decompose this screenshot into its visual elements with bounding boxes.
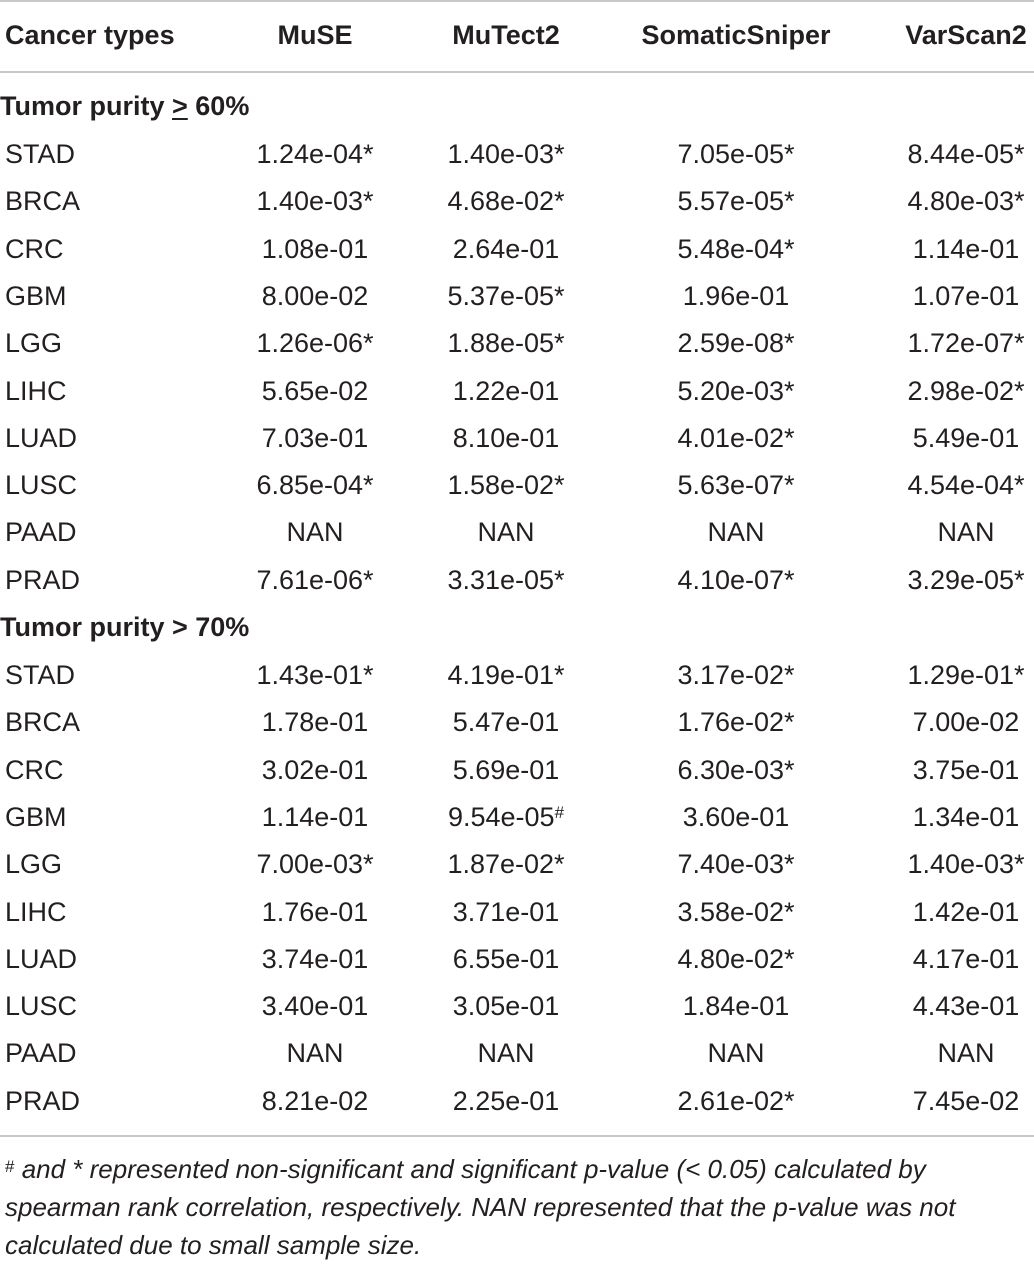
varscan2-cell bbox=[850, 415, 1034, 462]
varscan2-cell bbox=[850, 1030, 1034, 1077]
muse-cell-value: 7.00e-03* bbox=[256, 849, 374, 880]
somaticsniper-cell bbox=[620, 462, 852, 509]
varscan2-cell bbox=[850, 889, 1034, 936]
muse-cell-value: 1.24e-04* bbox=[256, 139, 374, 169]
table-footnote bbox=[5, 1150, 1034, 1264]
muse-cell-value: 3.02e-01 bbox=[261, 754, 369, 785]
table-row bbox=[0, 1030, 1034, 1077]
varscan2-cell-value: NAN bbox=[937, 1038, 995, 1069]
mutect2-cell bbox=[405, 226, 607, 273]
varscan2-cell-value: 3.29e-05* bbox=[907, 564, 1025, 595]
cancer-type-cell bbox=[5, 889, 67, 936]
muse-cell bbox=[214, 652, 416, 699]
mutect2-cell bbox=[405, 557, 607, 604]
cancer-type-cell-value: GBM bbox=[5, 280, 67, 311]
mutect2-cell bbox=[405, 320, 607, 367]
somaticsniper-cell bbox=[620, 320, 852, 367]
mutect2-cell-value: 5.69e-01 bbox=[452, 754, 560, 785]
cancer-type-cell bbox=[5, 557, 80, 604]
mutect2-cell-value: 6.55e-01 bbox=[452, 943, 560, 974]
footnote-line-2: spearman rank correlation, respectively. NAN represented that the p-value was not bbox=[5, 1192, 956, 1222]
varscan2-cell-value: 1.34e-01 bbox=[912, 801, 1020, 832]
varscan2-cell bbox=[850, 1078, 1034, 1125]
muse-cell-value: 3.74e-01 bbox=[261, 943, 369, 974]
mutect2-cell-value: 1.22e-01 bbox=[452, 375, 560, 406]
varscan2-cell-value: 1.14e-01 bbox=[912, 233, 1020, 264]
table-row bbox=[0, 368, 1034, 415]
varscan2-cell-value: 4.80e-03* bbox=[907, 186, 1025, 217]
varscan2-cell bbox=[850, 557, 1034, 604]
cancer-type-cell-value: LIHC bbox=[5, 375, 67, 406]
muse-cell-value: 7.03e-01 bbox=[261, 422, 369, 453]
somaticsniper-cell-value: 6.30e-03* bbox=[677, 754, 795, 785]
cancer-type-cell-value: LGG bbox=[5, 328, 63, 359]
mutect2-cell bbox=[405, 131, 607, 178]
cancer-type-cell bbox=[5, 131, 75, 178]
mutect2-cell-value: 5.47e-01 bbox=[452, 707, 560, 738]
mutect2-cell-value: 2.25e-01 bbox=[452, 1085, 560, 1116]
varscan2-cell-value: 2.98e-02* bbox=[907, 375, 1025, 406]
somaticsniper-cell-value: 1.76e-02* bbox=[677, 707, 795, 738]
varscan2-cell-value: 1.07e-01 bbox=[912, 280, 1020, 311]
footnote-line-3: calculated due to small sample size. bbox=[5, 1230, 422, 1260]
somaticsniper-cell bbox=[620, 841, 852, 888]
varscan2-cell-value: 4.43e-01 bbox=[912, 991, 1020, 1022]
varscan2-cell-value: 4.54e-04* bbox=[907, 470, 1025, 501]
muse-cell-value: 1.43e-01* bbox=[256, 660, 374, 690]
section-title-symbol: > bbox=[172, 91, 188, 121]
varscan2-cell-value: 1.40e-03* bbox=[907, 849, 1025, 880]
varscan2-cell bbox=[850, 936, 1034, 983]
mutect2-cell bbox=[405, 509, 607, 556]
cancer-type-cell bbox=[5, 368, 67, 415]
somaticsniper-cell-value: 4.01e-02* bbox=[677, 422, 795, 453]
cancer-type-cell-value: BRCA bbox=[5, 707, 81, 738]
varscan2-cell-value: 1.29e-01* bbox=[907, 660, 1025, 690]
header-varscan2: VarScan2 bbox=[905, 20, 1027, 50]
mutect2-cell-value: 3.31e-05* bbox=[447, 564, 565, 595]
table-row bbox=[0, 462, 1034, 509]
muse-cell bbox=[214, 794, 416, 841]
cancer-type-cell-value: PAAD bbox=[5, 1038, 77, 1069]
mutect2-cell bbox=[405, 178, 607, 225]
muse-cell-value: 1.08e-01 bbox=[261, 233, 369, 264]
mutect2-cell bbox=[405, 699, 607, 746]
header-cancer-types: Cancer types bbox=[5, 20, 175, 50]
somaticsniper-cell-value: 7.05e-05* bbox=[677, 139, 795, 169]
varscan2-cell bbox=[850, 462, 1034, 509]
varscan2-cell bbox=[850, 131, 1034, 178]
header-somaticsniper: SomaticSniper bbox=[641, 20, 831, 50]
somaticsniper-cell bbox=[620, 794, 852, 841]
mutect2-cell-value: 1.58e-02* bbox=[447, 470, 565, 501]
table-row bbox=[0, 178, 1034, 225]
somaticsniper-cell-value: 7.40e-03* bbox=[677, 849, 795, 880]
varscan2-cell bbox=[850, 983, 1034, 1030]
varscan2-cell bbox=[850, 320, 1034, 367]
muse-cell bbox=[214, 1078, 416, 1125]
table-row bbox=[0, 936, 1034, 983]
muse-cell-value: 1.40e-03* bbox=[256, 186, 374, 217]
muse-cell-value: NAN bbox=[286, 1038, 344, 1069]
cancer-type-cell bbox=[5, 652, 75, 699]
somaticsniper-cell-value: 5.63e-07* bbox=[677, 470, 795, 501]
mutect2-cell-value: 3.71e-01 bbox=[452, 896, 560, 927]
cancer-type-cell-value: CRC bbox=[5, 233, 64, 264]
table-row bbox=[0, 841, 1034, 888]
varscan2-cell bbox=[850, 841, 1034, 888]
somaticsniper-cell bbox=[620, 509, 852, 556]
mutect2-cell bbox=[405, 652, 607, 699]
cancer-type-cell bbox=[5, 415, 77, 462]
somaticsniper-cell bbox=[620, 131, 852, 178]
muse-cell-value: 8.21e-02 bbox=[261, 1085, 369, 1116]
mutect2-cell bbox=[405, 889, 607, 936]
muse-cell-value: 5.65e-02 bbox=[261, 375, 369, 406]
cancer-type-cell bbox=[5, 794, 67, 841]
mutect2-cell-value: 9.54e-05 bbox=[447, 801, 555, 832]
section-title-suffix: 60% bbox=[187, 91, 250, 121]
somaticsniper-cell bbox=[620, 983, 852, 1030]
varscan2-cell bbox=[850, 368, 1034, 415]
mutect2-cell bbox=[405, 462, 607, 509]
muse-cell bbox=[214, 226, 416, 273]
muse-cell bbox=[214, 557, 416, 604]
muse-cell bbox=[214, 509, 416, 556]
somaticsniper-cell-value: 2.61e-02* bbox=[677, 1085, 795, 1116]
mutect2-cell-value: NAN bbox=[477, 517, 535, 548]
cancer-type-cell bbox=[5, 841, 62, 888]
somaticsniper-cell bbox=[620, 368, 852, 415]
varscan2-cell bbox=[850, 178, 1034, 225]
cancer-type-cell-value: LUAD bbox=[5, 943, 78, 974]
somaticsniper-cell bbox=[620, 557, 852, 604]
varscan2-cell-value: 4.17e-01 bbox=[912, 943, 1020, 974]
cancer-type-cell-value: LUSC bbox=[5, 470, 78, 501]
cancer-type-cell bbox=[5, 1078, 80, 1125]
somaticsniper-cell-value: NAN bbox=[707, 1038, 765, 1069]
mutect2-cell bbox=[405, 415, 607, 462]
table-header-row bbox=[0, 12, 1034, 59]
mutect2-cell bbox=[405, 936, 607, 983]
muse-cell bbox=[214, 178, 416, 225]
varscan2-cell-value: 1.72e-07* bbox=[907, 328, 1025, 359]
muse-cell-value: 8.00e-02 bbox=[261, 280, 369, 311]
muse-cell bbox=[214, 983, 416, 1030]
muse-cell bbox=[214, 936, 416, 983]
somaticsniper-cell bbox=[620, 889, 852, 936]
muse-cell-value: 3.40e-01 bbox=[261, 991, 369, 1022]
cancer-type-cell bbox=[5, 226, 64, 273]
cancer-type-cell bbox=[5, 462, 77, 509]
table-row bbox=[0, 557, 1034, 604]
muse-cell bbox=[214, 1030, 416, 1077]
cancer-type-cell bbox=[5, 509, 77, 556]
varscan2-cell-value: 3.75e-01 bbox=[912, 754, 1020, 785]
mutect2-cell bbox=[405, 1030, 607, 1077]
varscan2-cell bbox=[850, 747, 1034, 794]
varscan2-cell-value: 7.45e-02 bbox=[912, 1085, 1020, 1116]
cancer-type-cell bbox=[5, 320, 62, 367]
somaticsniper-cell-value: NAN bbox=[707, 517, 765, 548]
muse-cell bbox=[214, 131, 416, 178]
table-row bbox=[0, 747, 1034, 794]
muse-cell-value: 1.26e-06* bbox=[256, 328, 374, 359]
mutect2-cell-value: 1.88e-05* bbox=[447, 328, 565, 359]
muse-cell bbox=[214, 841, 416, 888]
varscan2-cell-value: 1.42e-01 bbox=[912, 896, 1020, 927]
table-row bbox=[0, 415, 1034, 462]
varscan2-cell-value: NAN bbox=[937, 517, 995, 548]
mutect2-cell-value: 4.19e-01* bbox=[447, 660, 565, 690]
muse-cell bbox=[214, 699, 416, 746]
muse-cell bbox=[214, 273, 416, 320]
muse-cell-value: 1.78e-01 bbox=[261, 707, 369, 738]
table-row bbox=[0, 889, 1034, 936]
mutect2-cell-value: 8.10e-01 bbox=[452, 422, 560, 453]
cancer-type-cell-value: LUSC bbox=[5, 991, 78, 1022]
cancer-type-cell-value: GBM bbox=[5, 801, 67, 832]
section-title bbox=[0, 83, 249, 130]
mutect2-cell bbox=[405, 841, 607, 888]
varscan2-cell bbox=[850, 699, 1034, 746]
cancer-type-cell-value: CRC bbox=[5, 754, 64, 785]
footnote-symbol: # bbox=[5, 1157, 15, 1176]
table-row bbox=[0, 226, 1034, 273]
mutect2-cell-value: 5.37e-05* bbox=[447, 280, 565, 311]
somaticsniper-cell-value: 4.10e-07* bbox=[677, 564, 795, 595]
cancer-type-cell-value: LGG bbox=[5, 849, 63, 880]
varscan2-cell-value: 7.00e-02 bbox=[912, 707, 1020, 738]
cancer-type-cell-value: LIHC bbox=[5, 896, 67, 927]
muse-cell bbox=[214, 415, 416, 462]
mutect2-cell-value: NAN bbox=[477, 1038, 535, 1069]
muse-cell bbox=[214, 462, 416, 509]
table-row bbox=[0, 131, 1034, 178]
mutect2-cell-value: 1.87e-02* bbox=[447, 849, 565, 880]
somaticsniper-cell-value: 1.96e-01 bbox=[682, 280, 790, 311]
somaticsniper-cell-value: 5.57e-05* bbox=[677, 186, 795, 217]
significance-mark: # bbox=[554, 802, 565, 822]
table-row bbox=[0, 509, 1034, 556]
somaticsniper-cell-value: 3.17e-02* bbox=[677, 660, 795, 690]
somaticsniper-cell-value: 3.60e-01 bbox=[682, 801, 790, 832]
cancer-type-cell-value: BRCA bbox=[5, 186, 81, 217]
varscan2-cell-value: 5.49e-01 bbox=[912, 422, 1020, 453]
mutect2-cell-value: 3.05e-01 bbox=[452, 991, 560, 1022]
cancer-type-cell bbox=[5, 699, 80, 746]
table-row bbox=[0, 794, 1034, 841]
somaticsniper-cell bbox=[620, 226, 852, 273]
somaticsniper-cell bbox=[620, 1030, 852, 1077]
cancer-type-cell-value: STAD bbox=[5, 139, 76, 169]
somaticsniper-cell bbox=[620, 936, 852, 983]
somaticsniper-cell-value: 4.80e-02* bbox=[677, 943, 795, 974]
mutect2-cell bbox=[405, 794, 607, 841]
cancer-type-cell bbox=[5, 273, 67, 320]
muse-cell-value: NAN bbox=[286, 517, 344, 548]
somaticsniper-cell bbox=[620, 1078, 852, 1125]
somaticsniper-cell bbox=[620, 273, 852, 320]
varscan2-cell bbox=[850, 652, 1034, 699]
mutect2-cell bbox=[405, 747, 607, 794]
muse-cell-value: 1.76e-01 bbox=[261, 896, 369, 927]
cancer-type-cell-value: LUAD bbox=[5, 422, 78, 453]
table-top-rule bbox=[0, 0, 1034, 2]
muse-cell-value: 7.61e-06* bbox=[256, 564, 374, 595]
mutect2-cell-value: 1.40e-03* bbox=[447, 139, 565, 169]
table-row bbox=[0, 983, 1034, 1030]
somaticsniper-cell-value: 5.48e-04* bbox=[677, 233, 795, 264]
table-row bbox=[0, 320, 1034, 367]
table-row bbox=[0, 1078, 1034, 1125]
cancer-type-cell-value: PAAD bbox=[5, 517, 77, 548]
somaticsniper-cell-value: 3.58e-02* bbox=[677, 896, 795, 927]
somaticsniper-cell-value: 1.84e-01 bbox=[682, 991, 790, 1022]
somaticsniper-cell bbox=[620, 747, 852, 794]
varscan2-cell bbox=[850, 509, 1034, 556]
somaticsniper-cell-value: 2.59e-08* bbox=[677, 328, 795, 359]
muse-cell bbox=[214, 320, 416, 367]
cancer-type-cell bbox=[5, 1030, 77, 1077]
section-heading-purity-70 bbox=[0, 604, 1034, 651]
section-title-prefix: Tumor purity bbox=[0, 91, 172, 121]
mutect2-cell bbox=[405, 983, 607, 1030]
mutect2-cell bbox=[405, 1078, 607, 1125]
muse-cell-value: 6.85e-04* bbox=[256, 470, 374, 501]
table-header-rule bbox=[0, 71, 1034, 73]
table-row bbox=[0, 652, 1034, 699]
somaticsniper-cell-value: 5.20e-03* bbox=[677, 375, 795, 406]
varscan2-cell bbox=[850, 794, 1034, 841]
cancer-type-cell bbox=[5, 178, 80, 225]
cancer-type-cell bbox=[5, 983, 77, 1030]
header-mutect2: MuTect2 bbox=[452, 20, 560, 50]
mutect2-cell bbox=[405, 368, 607, 415]
cancer-type-cell-value: STAD bbox=[5, 660, 76, 690]
table-row bbox=[0, 699, 1034, 746]
muse-cell bbox=[214, 747, 416, 794]
section-heading-purity-60 bbox=[0, 83, 1034, 130]
mutect2-cell-value: 4.68e-02* bbox=[447, 186, 565, 217]
mutect2-cell bbox=[405, 273, 607, 320]
mutect2-cell-value: 2.64e-01 bbox=[452, 233, 560, 264]
muse-cell-value: 1.14e-01 bbox=[261, 801, 369, 832]
cancer-type-cell bbox=[5, 747, 64, 794]
muse-cell bbox=[214, 889, 416, 936]
section-title: Tumor purity > 70% bbox=[0, 612, 250, 642]
table-row bbox=[0, 273, 1034, 320]
varscan2-cell bbox=[850, 273, 1034, 320]
header-muse: MuSE bbox=[277, 20, 353, 50]
cancer-type-cell-value: PRAD bbox=[5, 564, 81, 595]
somaticsniper-cell bbox=[620, 415, 852, 462]
varscan2-cell bbox=[850, 226, 1034, 273]
cancer-type-cell-value: PRAD bbox=[5, 1085, 81, 1116]
table-bottom-rule bbox=[0, 1135, 1034, 1137]
somaticsniper-cell bbox=[620, 699, 852, 746]
footnote-line-1: and * represented non-significant and significant p-value (< 0.05) calculated by bbox=[14, 1154, 926, 1184]
cancer-type-cell bbox=[5, 936, 77, 983]
somaticsniper-cell bbox=[620, 178, 852, 225]
muse-cell bbox=[214, 368, 416, 415]
varscan2-cell-value: 8.44e-05* bbox=[907, 139, 1025, 169]
somaticsniper-cell bbox=[620, 652, 852, 699]
